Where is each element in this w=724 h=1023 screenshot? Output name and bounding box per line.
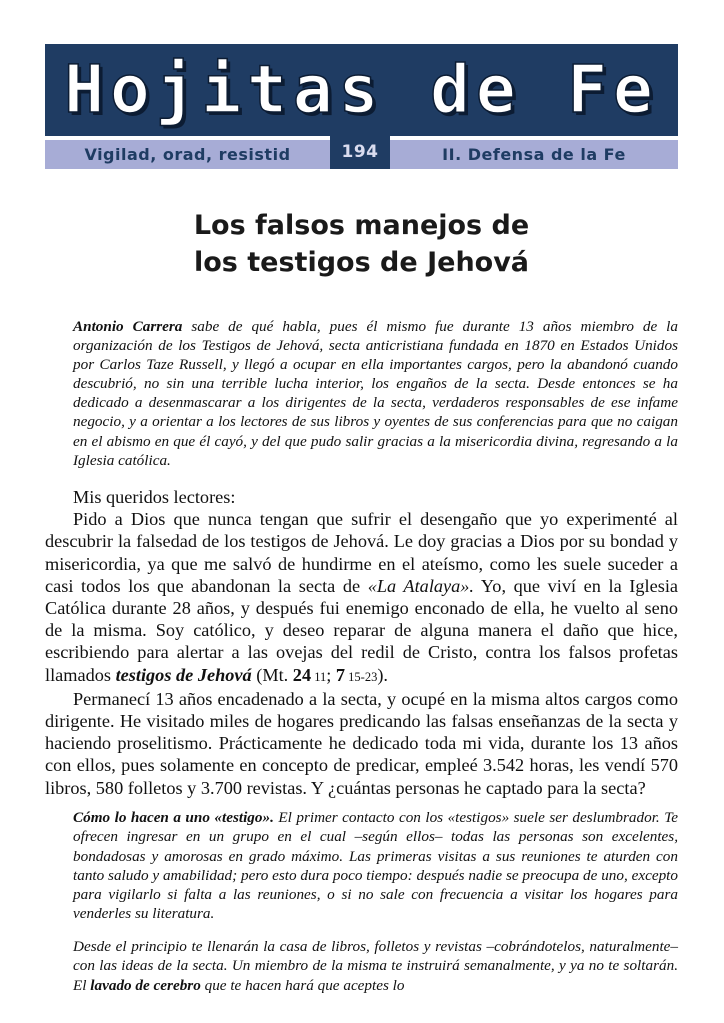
motto-text: Vigilad, orad, resistid (84, 145, 291, 164)
section-1-heading: Cómo lo hacen a uno «testigo». (73, 809, 274, 826)
greeting: Mis queridos lectores: (73, 487, 236, 507)
atalaya-title: «La Atalaya». (367, 575, 475, 596)
intro-text: sabe de qué habla, pues él mismo fue durante 13 años miembro de la organización de los Testigos de Jehová, secta anticristiana fundada en 1870 en Estados Unidos por Carlos Taze Russell, y llegó a ocupar en ella importantes cargos, pero la abandonó cuando descubrió, no sin una terrible lucha interior, los engaños de la secta. Desde entonces se ha dedicado a desenmascarar a los dirigentes de la secta, verdaderos responsables de ese infame negocio, y a orientar a los lectores de sus libros y oyentes de sus conferencias para que no caigan en el abismo en que él cayó, y del que pudo salir gracias a la misericordia divina, regresando a la Iglesia católica. (73, 318, 678, 469)
p1-text-a: Pido a Dios que nunca tengan que sufrir el desengaño que yo experimenté al descubrir la falsedad de los testigos de Jehová. Le doy gracias a Dios por su bondad y misericordia, ya que me salvó de hundirme en el ateísmo, como les suele suceder a casi todos los que abandonan la secta de (45, 509, 678, 596)
section-box (390, 140, 678, 169)
headline-line-2: los testigos de Jehová (193, 247, 530, 278)
masthead-title: Hojitas de Fe (64, 51, 659, 128)
p1-text-b: Yo, que viví en la Iglesia Católica durante 28 años, y después fui enemigo enconado de ella, he vuelto al seno de la misma. Soy católico, y deseo reparar de alguna manera el daño que hice, escribiendo para alertar a las ovejas del redil de Cristo, contra los falsos profetas llamados (45, 575, 679, 685)
section-1-text: El primer contacto con los «testigos» suele ser deslumbrador. Te ofrecen ingresar en un grupo en el cual –según ellos– todas las personas son excelentes, bondadosas y amorosas en grado máximo. Las primeras visitas a sus reuniones te aturden con tanto saludo y amabilidad; pero esto dura poco tiempo: después nadie se preocupa de uno, excepto para vigilarlo si falta a las reuniones, o si no sale con frecuencia a visitar los hogares para venderles su literatura. (73, 809, 678, 923)
paragraph-1 (45, 508, 678, 688)
section-1 (73, 808, 678, 924)
masthead (45, 44, 678, 169)
issue-number-box (330, 136, 390, 169)
ref-verse-2: 15-23 (345, 669, 378, 684)
ref-open: (Mt. (251, 664, 293, 685)
section-text: II. Defensa de la Fe (442, 145, 626, 164)
motto-box (45, 140, 330, 169)
ref-close: ). (377, 664, 389, 685)
brainwash-emphasis: lavado de cerebro (90, 976, 201, 994)
testigos-emphasis: testigos de Jehová (115, 664, 252, 685)
article-headline (45, 207, 678, 281)
issue-number: 194 (341, 142, 379, 162)
author-name: Antonio Carrera (73, 318, 183, 335)
masthead-subbar (45, 136, 678, 169)
ref-chapter-1: 24 (292, 664, 312, 685)
headline-line-1: Los falsos manejos de (193, 210, 530, 241)
paragraph-2: Permanecí 13 años encadenado a la secta, y ocupé en la misma altos cargos como dirigente. He visitado miles de hogares predicando las falsas enseñanzas de la secta y haciendo proselitismo. Prácticamente he dedicado toda mi vida, durante los 13 años con ellos, pues solamente en concepto de predicar, empleé 3.542 horas, les vendí 570 libros, 580 folletos y 3.700 revistas. Y ¿cuántas personas he captado para la secta? (45, 688, 678, 798)
article-body (45, 486, 678, 799)
section-2 (73, 937, 678, 995)
ref-verse-1: 11 (311, 669, 327, 684)
ref-chapter-2: 7 (335, 664, 346, 685)
masthead-banner (45, 44, 678, 136)
section-2-text-a: Desde el principio te llenarán la casa de libros, folletos y revistas –cobrándotelos, naturalmente– con las ideas de la secta. Un miembro de la misma te instruirá semanalmente, y ya no te soltarán. El (73, 938, 678, 994)
ref-sep: ; (326, 664, 336, 685)
author-intro (73, 317, 678, 470)
section-2-text-b: que te hacen hará que aceptes lo (200, 976, 405, 994)
